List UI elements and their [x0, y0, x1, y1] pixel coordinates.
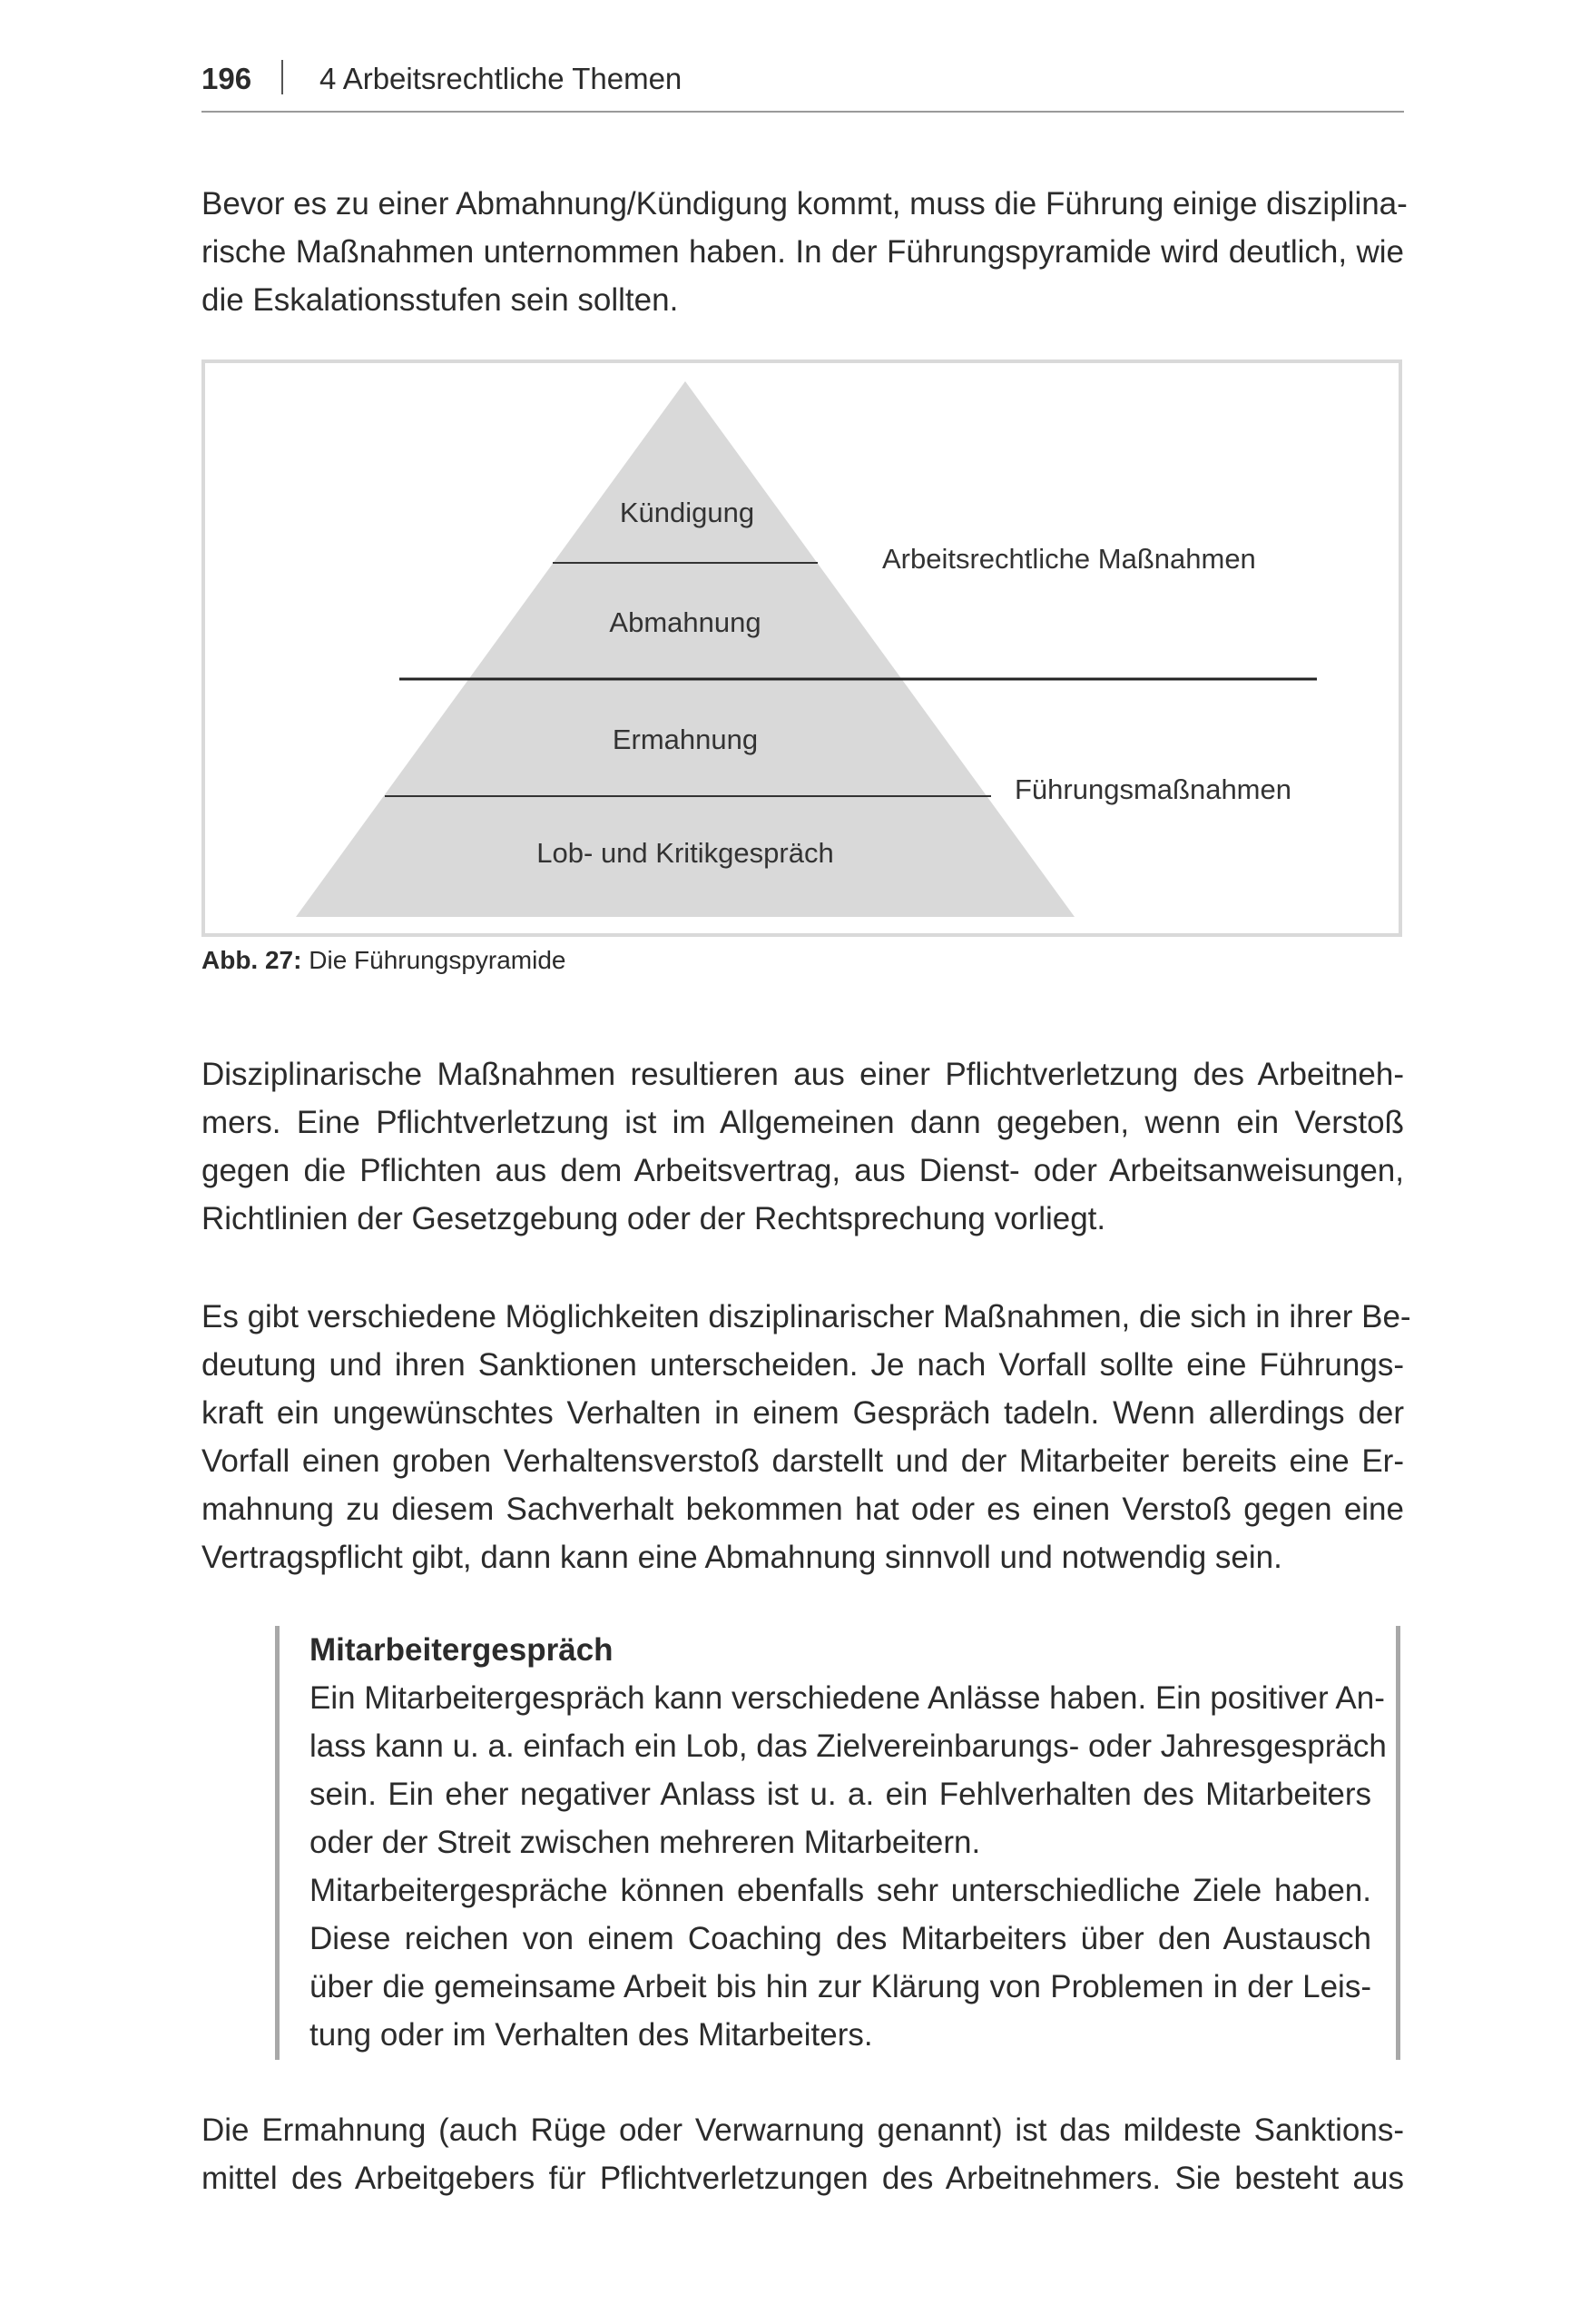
text-line: Es gibt verschiedene Möglichkeiten disziplinarischer Maßnahmen, die sich in ihrer Be-: [201, 1299, 1411, 1334]
text-line: kraft ein ungewünschtes Verhalten in einem Gespräch tadeln. Wenn allerdings der: [201, 1395, 1404, 1431]
text-line: Die Ermahnung (auch Rüge oder Verwarnung genannt) ist das mildeste Sanktions-: [201, 2112, 1404, 2148]
intro-paragraph: [201, 180, 1408, 324]
paragraph-moeglichkeiten: [201, 1293, 1411, 1581]
text-line: oder der Streit zwischen mehreren Mitarbeitern.: [309, 1825, 981, 1860]
info-box-body: [309, 1674, 1387, 2059]
text-line: Vorfall einen groben Verhaltensverstoß darstellt und der Mitarbeiter bereits eine Er-: [201, 1443, 1404, 1479]
figure-caption: [201, 946, 566, 975]
text-line: gegen die Pflichten aus dem Arbeitsvertrag, aus Dienst- oder Arbeitsanweisungen,: [201, 1153, 1404, 1188]
level-kuendigung: Kündigung: [619, 497, 755, 528]
page-number: 196: [201, 62, 252, 95]
text-line: Mitarbeitergespräche können ebenfalls sehr unterschiedliche Ziele haben.: [309, 1873, 1371, 1908]
pyramid-diagram: [205, 363, 1399, 933]
chapter-title: 4 Arbeitsrechtliche Themen: [319, 62, 682, 95]
caption-text: Die Führungspyramide: [301, 946, 566, 974]
text-line: Richtlinien der Gesetzgebung oder der Rechtsprechung vorliegt.: [201, 1201, 1106, 1236]
leadership-pyramid-figure: [201, 359, 1402, 937]
text-line: mittel des Arbeitgebers für Pflichtverletzungen des Arbeitnehmers. Sie besteht aus: [201, 2161, 1404, 2196]
info-box-mitarbeitergespraech: [275, 1626, 1400, 2060]
text-line: sein. Ein eher negativer Anlass ist u. a. ein Fehlverhalten des Mitarbeiters: [309, 1777, 1371, 1812]
header-separator: [281, 60, 283, 94]
paragraph-ermahnung: [201, 2106, 1404, 2202]
text-line: mahnung zu diesem Sachverhalt bekommen hat oder es einen Verstoß gegen eine: [201, 1492, 1404, 1527]
info-box-title: Mitarbeitergespräch: [309, 1632, 614, 1668]
text-line: rische Maßnahmen unternommen haben. In der Führungspyramide wird deutlich, wie: [201, 234, 1404, 270]
text-line: lass kann u. a. einfach ein Lob, das Zielvereinbarungs- oder Jahresgespräch: [309, 1728, 1387, 1764]
level-abmahnung: Abmahnung: [609, 606, 761, 638]
level-ermahnung: Ermahnung: [612, 724, 759, 755]
group-fuehrungsmassnahmen: Führungsmaßnahmen: [1015, 773, 1291, 805]
text-line: Bevor es zu einer Abmahnung/Kündigung kommt, muss die Führung einige disziplina-: [201, 186, 1408, 222]
text-line: tung oder im Verhalten des Mitarbeiters.: [309, 2017, 873, 2053]
text-line: mers. Eine Pflichtverletzung ist im Allgemeinen dann gegeben, wenn ein Verstoß: [201, 1105, 1404, 1140]
text-line: die Eskalationsstufen sein sollten.: [201, 282, 679, 318]
text-line: über die gemeinsame Arbeit bis hin zur Klärung von Problemen in der Leis-: [309, 1969, 1371, 2004]
text-line: deutung und ihren Sanktionen unterscheiden. Je nach Vorfall sollte eine Führungs-: [201, 1347, 1404, 1383]
text-line: Vertragspflicht gibt, dann kann eine Abmahnung sinnvoll und notwendig sein.: [201, 1540, 1282, 1575]
text-line: Ein Mitarbeitergespräch kann verschiedene Anlässe haben. Ein positiver An-: [309, 1680, 1385, 1716]
text-line: Diese reichen von einem Coaching des Mitarbeiters über den Austausch: [309, 1921, 1371, 1956]
level-lob-kritikgespraech: Lob- und Kritikgespräch: [536, 837, 834, 869]
paragraph-pflichtverletzung: [201, 1050, 1404, 1243]
group-arbeitsrechtliche-massnahmen: Arbeitsrechtliche Maßnahmen: [882, 543, 1256, 575]
running-header: [201, 56, 1404, 113]
caption-label: Abb. 27:: [201, 946, 302, 974]
text-line: Disziplinarische Maßnahmen resultieren aus einer Pflichtverletzung des Arbeitneh-: [201, 1057, 1404, 1092]
